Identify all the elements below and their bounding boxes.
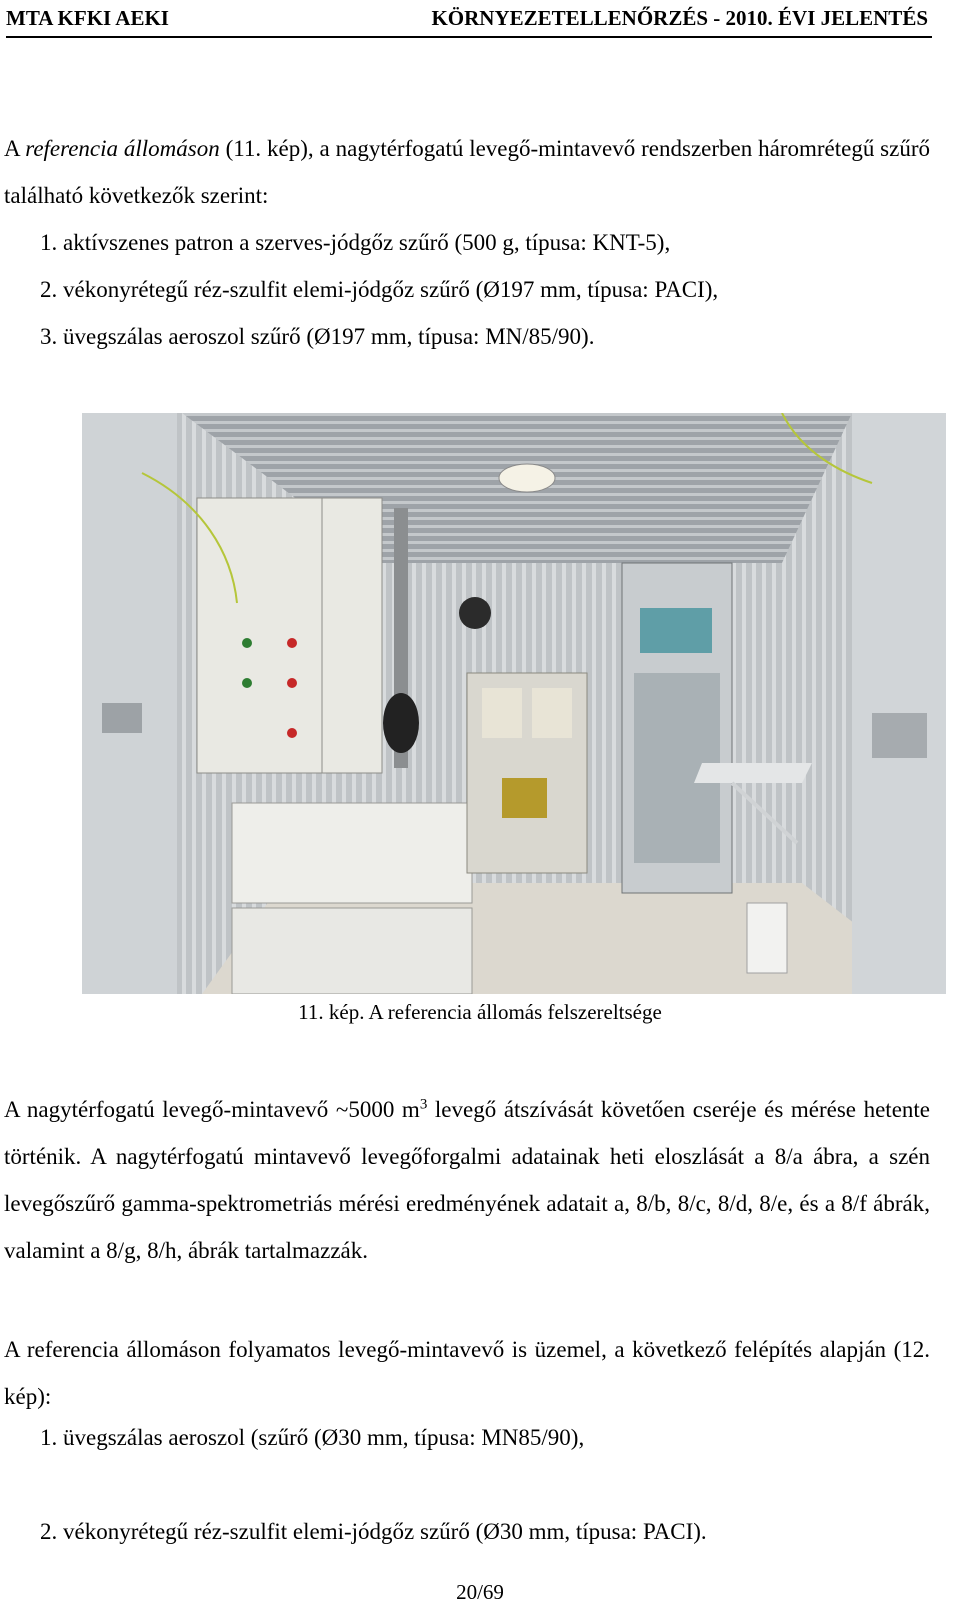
intro-lead: A xyxy=(4,136,26,161)
intro-paragraph xyxy=(4,125,930,219)
figure-caption: 11. kép. A referencia állomás felszereltsége xyxy=(298,1000,662,1024)
intro-rest: (11. kép), a nagytérfogatú levegő-mintavevő rendszerben háromrétegű szűrő található következők szerint: xyxy=(4,136,931,208)
list-item: 1. aktívszenes patron a szerves-jódgőz szűrő (500 g, típusa: KNT-5), xyxy=(40,230,671,255)
page-number: 20/69 xyxy=(456,1580,504,1604)
station-photo xyxy=(82,413,946,994)
para2-part2: levegő átszívását követően cseréje és mérése hetente történik. A nagytérfogatú mintavevő levegőforgalmi adatainak heti eloszlását a 8/a ábra, a szén levegőszűrő gamma-spektrometriás mérési eredményének adatait a, 8/b, 8/c, 8/d, 8/e, és a 8/f ábrák, valamint a 8/g, 8/h, ábrák tartalmazzák. xyxy=(4,1097,931,1263)
paragraph-3: A referencia állomáson folyamatos levegő-mintavevő is üzemel, a következő felépítés alapján (12. kép): xyxy=(4,1337,930,1409)
continuous-sampler-item-1: 1. üvegszálas aeroszol (szűrő (Ø30 mm, típusa: MN85/90), xyxy=(40,1425,585,1450)
filter-list xyxy=(40,219,718,360)
header-right: KÖRNYEZETELLENŐRZÉS - 2010. ÉVI JELENTÉS xyxy=(431,6,928,30)
station-photo-drawing xyxy=(82,413,946,994)
page-header xyxy=(6,4,932,38)
para2-part1: A nagytérfogatú levegő-mintavevő ~5000 m xyxy=(4,1097,420,1122)
para2-superscript: 3 xyxy=(419,1096,428,1113)
paragraph-2 xyxy=(4,1086,930,1274)
continuous-sampler-item-2: 2. vékonyrétegű réz-szulfit elemi-jódgőz szűrő (Ø30 mm, típusa: PACI). xyxy=(40,1519,707,1544)
intro-italic: referencia állomáson xyxy=(25,136,220,161)
header-left: MTA KFKI AEKI xyxy=(6,6,169,30)
list-item: 3. üvegszálas aeroszol szűrő (Ø197 mm, típusa: MN/85/90). xyxy=(40,324,595,349)
list-item: 2. vékonyrétegű réz-szulfit elemi-jódgőz szűrő (Ø197 mm, típusa: PACI), xyxy=(40,277,719,302)
